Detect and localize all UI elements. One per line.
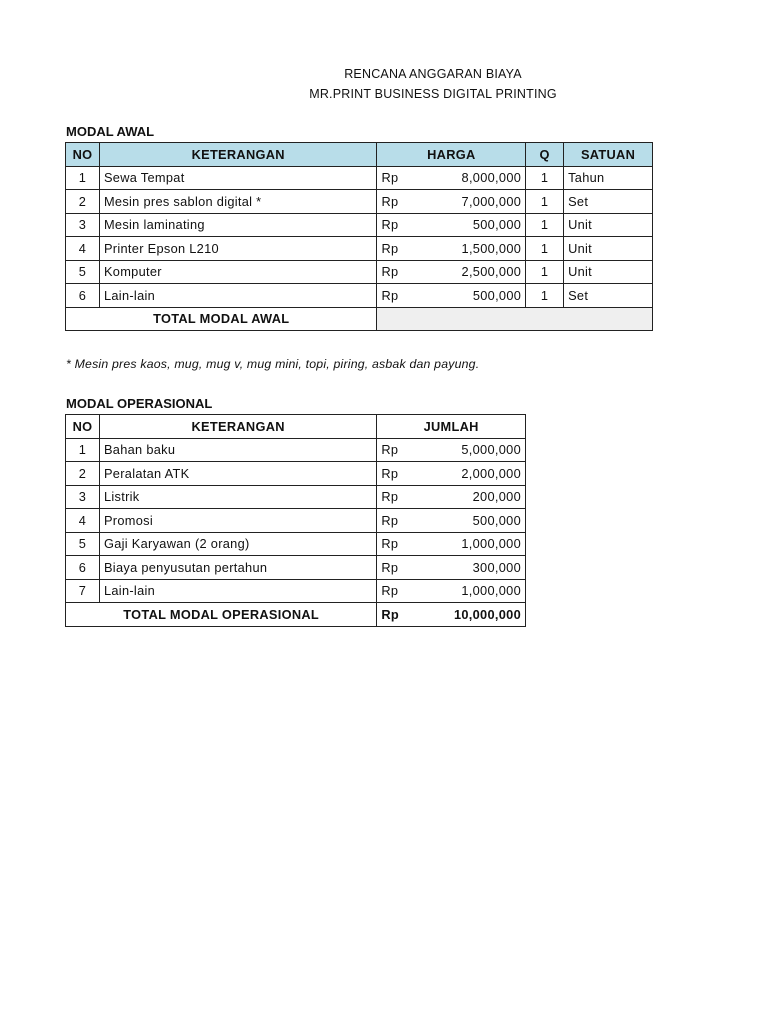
- document-subtitle: MR.PRINT BUSINESS DIGITAL PRINTING: [309, 87, 557, 101]
- amount: 300,000: [472, 559, 521, 575]
- table-row: [66, 556, 526, 580]
- row-no: 3: [66, 485, 100, 509]
- row-keterangan: Lain-lain: [99, 579, 376, 603]
- row-q: 1: [526, 237, 564, 261]
- row-q: 1: [526, 190, 564, 214]
- row-keterangan: Listrik: [99, 485, 376, 509]
- row-harga: [377, 190, 526, 214]
- column-header-no: NO: [66, 143, 100, 167]
- row-harga: [377, 237, 526, 261]
- currency-label: Rp: [381, 559, 399, 575]
- row-satuan: Unit: [564, 213, 653, 237]
- column-header-harga: HARGA: [377, 143, 526, 167]
- row-satuan: Tahun: [564, 166, 653, 190]
- row-keterangan: Peralatan ATK: [99, 462, 376, 486]
- total-modal-operasional-value: [377, 603, 526, 627]
- amount: 1,000,000: [461, 536, 521, 552]
- footnote: * Mesin pres kaos, mug, mug v, mug mini, topi, piring, asbak dan payung.: [66, 357, 480, 371]
- currency-label: Rp: [381, 512, 399, 528]
- row-keterangan: Printer Epson L210: [99, 237, 377, 261]
- row-jumlah: [377, 509, 526, 533]
- amount: 1,500,000: [461, 240, 522, 256]
- amount: 2,500,000: [461, 264, 522, 280]
- row-no: 1: [66, 438, 100, 462]
- row-no: 5: [66, 532, 100, 556]
- row-jumlah: [377, 556, 526, 580]
- currency-label: Rp: [381, 264, 399, 280]
- amount: 8,000,000: [461, 170, 522, 186]
- row-keterangan: Bahan baku: [99, 438, 376, 462]
- row-q: 1: [526, 166, 564, 190]
- row-jumlah: [377, 485, 526, 509]
- currency-label: Rp: [381, 489, 399, 505]
- row-satuan: Unit: [564, 237, 653, 261]
- total-modal-awal-value: [377, 307, 653, 331]
- column-header-satuan: SATUAN: [564, 143, 653, 167]
- column-header-no: NO: [66, 415, 100, 439]
- row-harga: [377, 213, 526, 237]
- amount: 500,000: [472, 217, 522, 233]
- row-keterangan: Lain-lain: [99, 284, 377, 308]
- row-q: 1: [526, 284, 564, 308]
- currency-label: Rp: [381, 536, 399, 552]
- column-header-keterangan: KETERANGAN: [99, 143, 377, 167]
- row-jumlah: [377, 579, 526, 603]
- table-header-row: [66, 143, 653, 167]
- amount: 500,000: [472, 512, 521, 528]
- table-row: [66, 579, 526, 603]
- row-keterangan: Promosi: [99, 509, 376, 533]
- section-label-modal-awal: MODAL AWAL: [66, 124, 155, 139]
- row-no: 4: [66, 237, 100, 261]
- table-row: [66, 509, 526, 533]
- row-q: 1: [526, 260, 564, 284]
- column-header-jumlah: JUMLAH: [377, 415, 526, 439]
- row-jumlah: [377, 438, 526, 462]
- currency-label: Rp: [381, 240, 399, 256]
- row-no: 1: [66, 166, 100, 190]
- row-satuan: Set: [564, 190, 653, 214]
- currency-label: Rp: [381, 217, 399, 233]
- total-modal-awal-label: TOTAL MODAL AWAL: [66, 307, 377, 331]
- currency-label: Rp: [381, 193, 399, 209]
- amount: 2,000,000: [461, 465, 521, 481]
- table-row: [66, 190, 653, 214]
- table-row: [66, 166, 653, 190]
- modal-awal-table: [65, 142, 653, 331]
- currency-label: Rp: [381, 442, 399, 458]
- amount: 10,000,000: [453, 606, 521, 622]
- amount: 7,000,000: [461, 193, 522, 209]
- row-keterangan: Biaya penyusutan pertahun: [99, 556, 376, 580]
- total-row: [66, 307, 653, 331]
- row-no: 2: [66, 462, 100, 486]
- row-no: 6: [66, 556, 100, 580]
- table-row: [66, 532, 526, 556]
- row-keterangan: Mesin pres sablon digital *: [99, 190, 377, 214]
- total-modal-operasional-label: TOTAL MODAL OPERASIONAL: [66, 603, 377, 627]
- column-header-keterangan: KETERANGAN: [99, 415, 376, 439]
- table-row: [66, 260, 653, 284]
- amount: 200,000: [472, 489, 521, 505]
- document-title: RENCANA ANGGARAN BIAYA: [344, 67, 522, 81]
- column-header-q: Q: [526, 143, 564, 167]
- row-keterangan: Komputer: [99, 260, 377, 284]
- currency-label: Rp: [381, 287, 399, 303]
- currency-label: Rp: [381, 583, 399, 599]
- row-no: 6: [66, 284, 100, 308]
- row-jumlah: [377, 532, 526, 556]
- row-keterangan: Sewa Tempat: [99, 166, 377, 190]
- currency-label: Rp: [381, 606, 399, 622]
- row-q: 1: [526, 213, 564, 237]
- table-row: [66, 485, 526, 509]
- currency-label: Rp: [381, 170, 399, 186]
- row-satuan: Unit: [564, 260, 653, 284]
- amount: 5,000,000: [461, 442, 521, 458]
- table-row: [66, 438, 526, 462]
- row-harga: [377, 260, 526, 284]
- row-keterangan: Mesin laminating: [99, 213, 377, 237]
- section-label-modal-operasional: MODAL OPERASIONAL: [66, 396, 213, 411]
- row-no: 4: [66, 509, 100, 533]
- amount: 1,000,000: [461, 583, 521, 599]
- row-keterangan: Gaji Karyawan (2 orang): [99, 532, 376, 556]
- row-no: 5: [66, 260, 100, 284]
- total-row: [66, 603, 526, 627]
- row-harga: [377, 284, 526, 308]
- row-no: 3: [66, 213, 100, 237]
- amount: 500,000: [472, 287, 522, 303]
- table-header-row: [66, 415, 526, 439]
- row-harga: [377, 166, 526, 190]
- row-no: 2: [66, 190, 100, 214]
- table-row: [66, 213, 653, 237]
- table-row: [66, 237, 653, 261]
- currency-label: Rp: [381, 465, 399, 481]
- row-jumlah: [377, 462, 526, 486]
- row-satuan: Set: [564, 284, 653, 308]
- table-row: [66, 462, 526, 486]
- table-row: [66, 284, 653, 308]
- row-no: 7: [66, 579, 100, 603]
- modal-operasional-table: [65, 414, 526, 627]
